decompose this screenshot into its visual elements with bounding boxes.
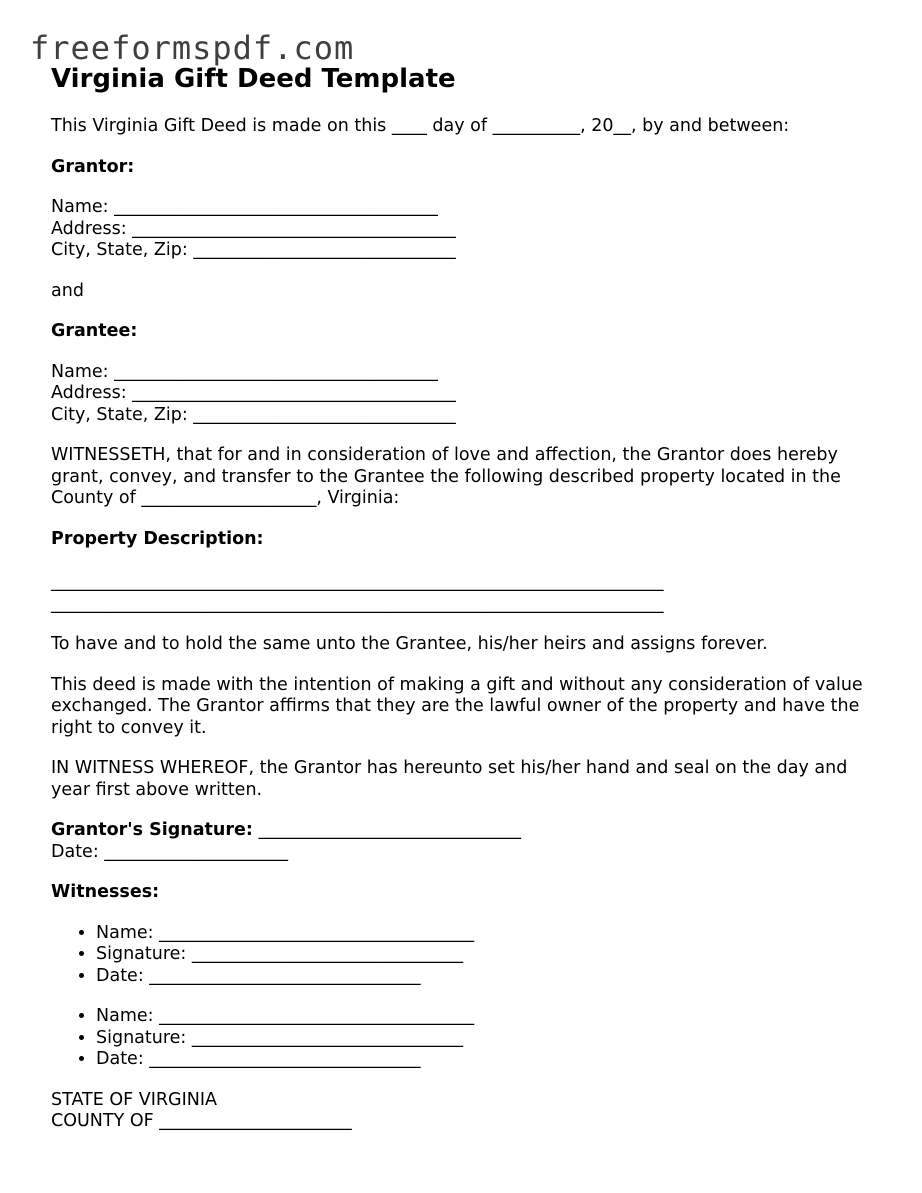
witnesses-heading: Witnesses: <box>51 882 160 902</box>
witness-2-signature: • Signature: _______________________________ <box>96 1028 881 1050</box>
grantor-name-field: Name: _____________________________________ <box>51 197 438 217</box>
witness-1-signature: • Signature: _______________________________ <box>96 944 881 966</box>
grantee-fields <box>51 362 881 427</box>
notary-county: COUNTY OF ______________________ <box>51 1111 352 1131</box>
grantee-address-field: Address: _____________________________________ <box>51 383 456 403</box>
notary-state: STATE OF VIRGINIA <box>51 1089 218 1110</box>
watermark: freeformspdf.com <box>30 29 355 67</box>
witness-1-list <box>51 923 881 988</box>
deed-document <box>51 62 881 1133</box>
witness-2-list <box>51 1006 881 1071</box>
witness-2-date: • Date: _______________________________ <box>96 1049 881 1071</box>
intro-paragraph: This Virginia Gift Deed is made on this ____ day of __________, 20__, by and between: <box>51 116 790 136</box>
property-line-2: ______________________________________________________________________ <box>51 593 664 614</box>
grantor-city-field: City, State, Zip: ______________________________ <box>51 240 456 260</box>
witnesseth-paragraph: WITNESSETH, that for and in consideration of love and affection, the Grantor does hereby grant, convey, and transfer to the Grantee the following described property located in the County of ____________________, Virginia: <box>51 445 841 508</box>
grantee-name-field: Name: _____________________________________ <box>51 361 438 382</box>
document-title: Virginia Gift Deed Template <box>51 64 456 94</box>
intention-paragraph: This deed is made with the intention of making a gift and without any consideration of value exchanged. The Grantor affirms that they are the lawful owner of the property and have the right to convey it. <box>51 674 863 738</box>
grantor-address-field: Address: _____________________________________ <box>51 218 456 239</box>
in-witness-paragraph: IN WITNESS WHEREOF, the Grantor has hereunto set his/her hand and seal on the day and year first above written. <box>51 758 848 800</box>
grantor-signature-label: Grantor's Signature: <box>51 820 253 840</box>
and-text: and <box>51 280 84 301</box>
grantor-heading: Grantor: <box>51 156 135 177</box>
grantor-signature-row <box>51 820 881 842</box>
grantee-city-field: City, State, Zip: ______________________________ <box>51 404 456 425</box>
grantor-signature-date: Date: _____________________ <box>51 841 289 862</box>
witness-1-date: • Date: _______________________________ <box>96 966 881 988</box>
property-description-lines <box>51 572 881 615</box>
property-line-1: ______________________________________________________________________ <box>51 572 664 592</box>
grantor-signature-block <box>51 820 881 863</box>
grantee-heading: Grantee: <box>51 321 138 341</box>
witness-2-name: • Name: ____________________________________ <box>96 1006 881 1028</box>
grantor-fields <box>51 197 881 262</box>
witness-1-name: • Name: ____________________________________ <box>96 923 881 945</box>
grantor-signature-line: ______________________________ <box>258 820 521 840</box>
notary-block <box>51 1090 881 1133</box>
habendum-paragraph: To have and to hold the same unto the Grantee, his/her heirs and assigns forever. <box>51 634 768 654</box>
property-description-heading: Property Description: <box>51 528 264 549</box>
